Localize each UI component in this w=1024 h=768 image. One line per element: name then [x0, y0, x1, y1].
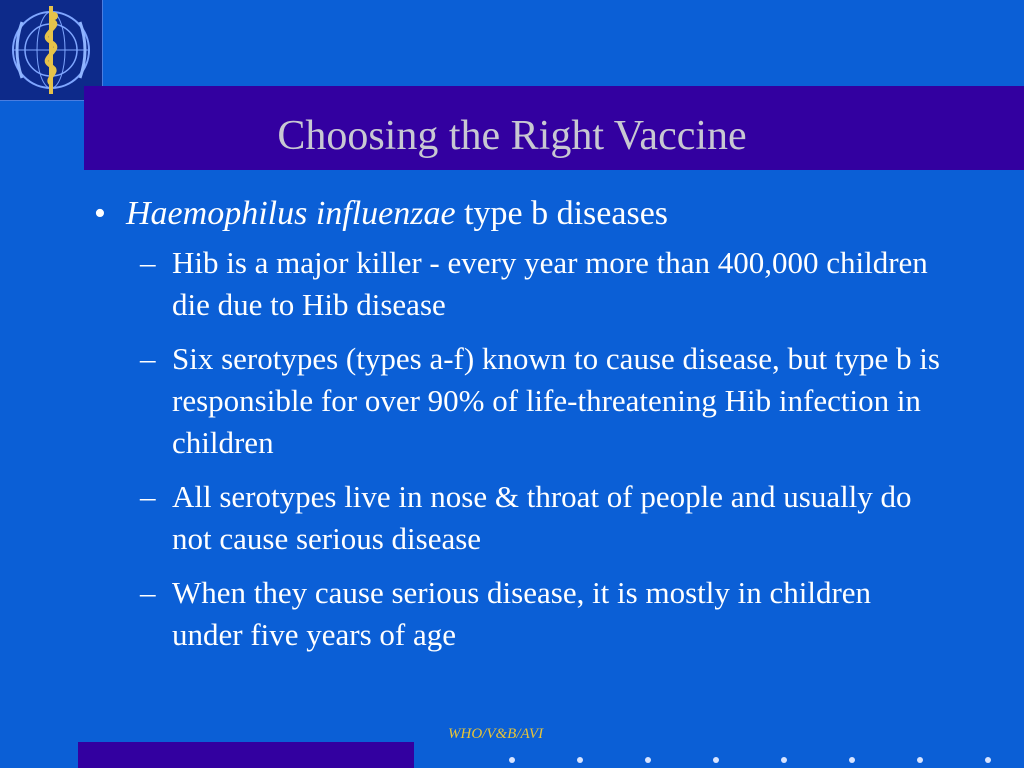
footer-dots	[480, 754, 1024, 768]
list-item-text: When they cause serious disease, it is mostly in children under five years of age	[172, 575, 872, 652]
list-item-text: Six serotypes (types a-f) known to cause disease, but type b is responsible for over 90% of life-threatening Hib infection in children	[172, 341, 940, 460]
footer-label: WHO/V&B/AVI	[448, 726, 544, 742]
list-item-text: Hib is a major killer - every year more than 400,000 children die due to Hib disease	[172, 245, 928, 322]
bullet-italic-text: Haemophilus influenzae	[126, 195, 456, 232]
dot-decoration	[781, 757, 787, 763]
sub-bullet-list	[86, 242, 946, 656]
bullet-plain-text: type b diseases	[455, 195, 669, 232]
dot-decoration	[577, 757, 583, 763]
dash-mark: –	[140, 341, 156, 376]
list-item	[86, 476, 946, 560]
dot-decoration	[985, 757, 991, 763]
dash-mark: –	[140, 245, 156, 280]
list-item	[86, 338, 946, 464]
dash-mark: –	[140, 575, 156, 610]
main-bullet	[86, 190, 946, 238]
dot-decoration	[713, 757, 719, 763]
dot-decoration	[849, 757, 855, 763]
list-item-text: All serotypes live in nose & throat of people and usually do not cause serious disease	[172, 479, 912, 556]
dot-decoration	[645, 757, 651, 763]
slide-content	[86, 190, 946, 668]
footer-bar	[78, 742, 414, 768]
list-item	[86, 242, 946, 326]
dot-decoration	[917, 757, 923, 763]
dash-mark: –	[140, 479, 156, 514]
bullet-mark: •	[94, 195, 106, 232]
dot-decoration	[509, 757, 515, 763]
main-bullet-text	[126, 190, 668, 238]
list-item	[86, 572, 946, 656]
slide-title: Choosing the Right Vaccine	[277, 113, 747, 159]
